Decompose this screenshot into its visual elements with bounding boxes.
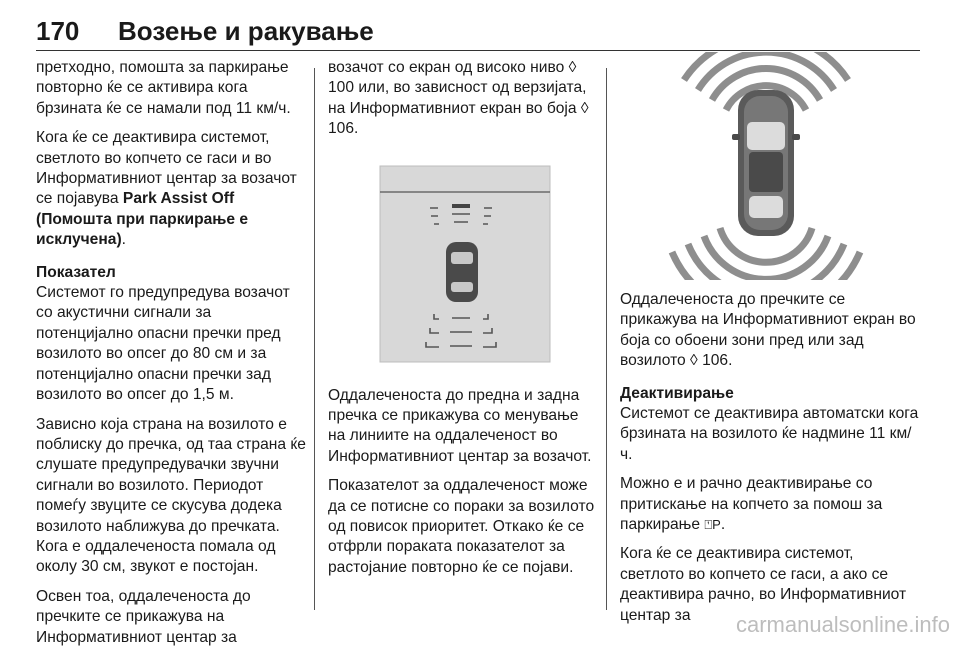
driver-info-center-parking-figure bbox=[328, 154, 596, 372]
text: . bbox=[121, 231, 126, 249]
column-divider bbox=[314, 68, 315, 610]
paragraph bbox=[36, 128, 308, 250]
paragraph: Оддалеченоста до пречките се прикажува на Информативниот екран во боја со обоени зони пред или зад возилото ◊ 106. bbox=[620, 291, 916, 370]
text: Кога ќе се деактивира системот, светлото во копчето се гаси и во Информативниот центар за возачот се појавува bbox=[36, 129, 297, 208]
text: Можно е и рачно деактивирање со притискање на копчето за помош за паркирање bbox=[620, 475, 883, 534]
column-2 bbox=[328, 58, 596, 587]
column-divider bbox=[606, 68, 607, 610]
paragraph: Системот се деактивира автоматски кога брзината на возилото ќе надмине 11 км/ч. bbox=[620, 405, 919, 463]
page-header bbox=[36, 10, 920, 51]
paragraph: Системот го предупредува возачот со акустични сигнали за потенцијално опасни пречки пред возилото во опсег до 80 см и за потенцијално опасни пречки зад возилото во опсег до 1,5 м. bbox=[36, 284, 290, 404]
watermark: carmanualsonline.info bbox=[735, 612, 950, 637]
page-number: 170 bbox=[36, 16, 80, 46]
display-message: Park Assist Off (Помошта при паркирање е исклучена) bbox=[36, 190, 249, 249]
section-heading-deactivation: Деактивирање bbox=[620, 384, 734, 402]
column-3 bbox=[620, 58, 920, 635]
paragraph: Показателот за оддалеченост може да се потисне со пораки за возилото од повисок приоритет. Откако ќе се отфрли пораката показателот за растојание повторно ќе се појави. bbox=[328, 477, 595, 576]
paragraph: Оддалеченоста до предна и задна пречка се прикажува со менување на линиите на оддалеченост во Информативниот центар за возачот. bbox=[328, 386, 592, 465]
paragraph bbox=[620, 474, 920, 535]
section-heading-indicator: Показател bbox=[36, 263, 116, 281]
paragraph: Освен тоа, оддалеченоста до пречките се прикажува на Информативниот центар за bbox=[36, 587, 251, 646]
column-1 bbox=[36, 58, 308, 657]
paragraph: Зависно која страна на возилото е поблиску до пречка, од таа страна ќе слушате предупредувачки звучни сигнали во возилото. Периодот помеѓу звуците се скусува додека возилото наближува до пречката. Кога е оддалеченоста помала од околу 30 см, звукот е постојан. bbox=[36, 415, 306, 576]
car-top-view-icon bbox=[446, 242, 478, 302]
text: . bbox=[720, 516, 726, 534]
paragraph: претходно, помошта за паркирање повторно ќе се активира кога брзината ќе се намали под 11 км/ч. bbox=[36, 59, 291, 117]
car-sensor-zones-figure bbox=[616, 52, 916, 280]
parking-assist-icon: ⍞P bbox=[704, 517, 721, 533]
paragraph: Кога ќе се деактивира системот, светлото во копчето се гаси, а ако се деактивира рачно, во Информативниот центар за bbox=[620, 545, 907, 624]
chapter-title: Возење и ракување bbox=[118, 16, 374, 46]
paragraph: возачот со екран од високо ниво ◊ 100 или, во зависност од верзијата, на Информативниот екран во боја ◊ 106. bbox=[328, 59, 589, 138]
car-top-view-icon bbox=[732, 90, 800, 236]
